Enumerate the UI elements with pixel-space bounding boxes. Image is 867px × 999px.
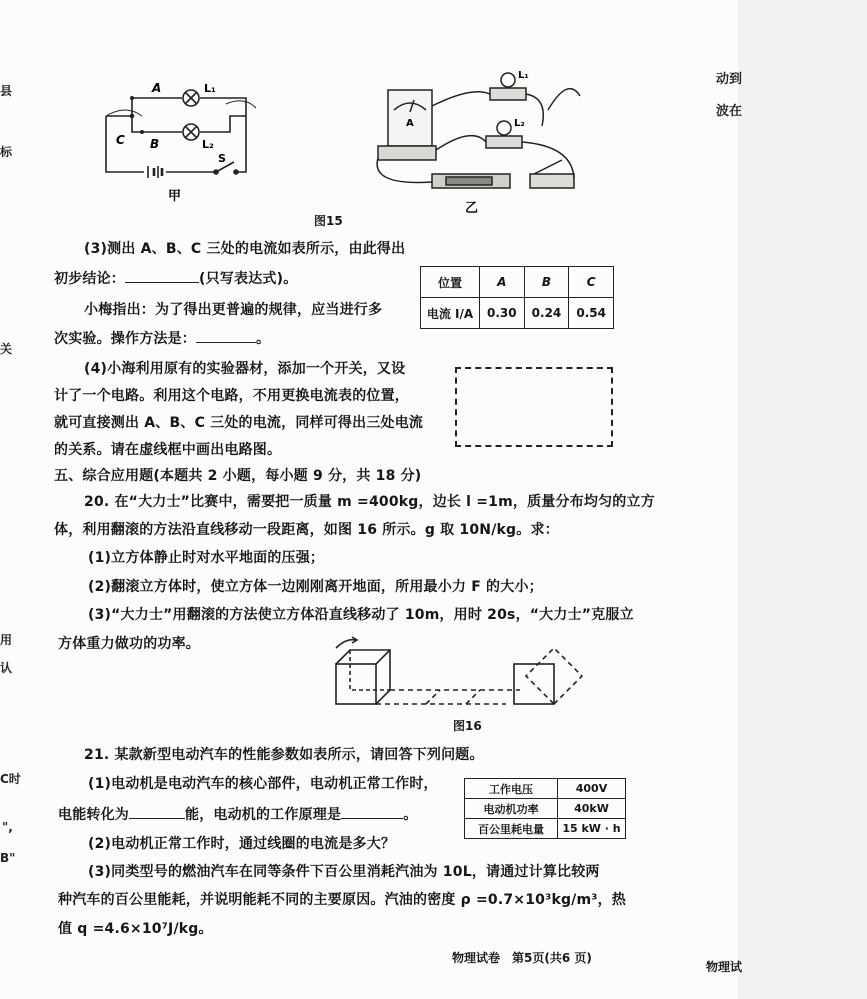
table-header-cell: A xyxy=(480,267,525,298)
q21-sub2: (2)电动机正常工作时，通过线圈的电流是多大？ xyxy=(88,836,396,852)
q20-sub3-line2: 方体重力做功的功率。 xyxy=(58,636,200,652)
q3-line1: (3)测出 A、B、C 三处的电流如表所示，由此得出 xyxy=(84,241,406,257)
margin-fragment: 动到 xyxy=(716,72,743,87)
q21-sub3-line3: 值 q =4.6×10⁷J/kg。 xyxy=(58,921,213,937)
q21-sub3-line2: 种汽车的百公里能耗，并说明能耗不同的主要原因。汽油的密度 ρ =0.7×10³kg/m³，热 xyxy=(58,892,627,908)
q21-sub1-line2: 电能转化为 能，电动机的工作原理是 。 xyxy=(58,804,417,824)
spec-label: 百公里耗电量 xyxy=(465,819,558,839)
spec-label: 工作电压 xyxy=(465,779,558,799)
figure15-caption: 图15 xyxy=(314,214,343,228)
figure15-jia-circuit xyxy=(96,76,266,206)
drawing-area-box xyxy=(455,367,613,447)
page-footer: 物理试卷 第5页(共6 页) xyxy=(452,951,592,965)
margin-fragment: 标 xyxy=(0,145,13,159)
margin-fragment: 波在 xyxy=(716,104,743,119)
q21-sub1-line1: (1)电动机是电动汽车的核心部件，电动机正常工作时， xyxy=(88,776,438,792)
q3-line3: 小梅指出：为了得出更普遍的规律，应当进行多 xyxy=(84,302,383,318)
adjacent-page-footer: 物理试 xyxy=(706,960,743,974)
answer-blank xyxy=(196,328,256,343)
margin-fragment: C时 xyxy=(0,772,21,786)
table-header-cell: B xyxy=(524,267,569,298)
q3-line2: 初步结论： (只写表达式)。 xyxy=(54,268,297,288)
spec-value: 400V xyxy=(558,779,626,799)
answer-blank xyxy=(341,804,403,819)
lamp-l2-label: L₂ xyxy=(514,118,525,129)
q4-line2: 计了一个电路。利用这个电路，不用更换电流表的位置， xyxy=(54,388,409,404)
lamp-l1-label: L₁ xyxy=(518,70,529,81)
lamp-l1-label: L₁ xyxy=(204,82,216,95)
answer-blank xyxy=(129,804,185,819)
point-c-label: C xyxy=(116,133,125,147)
q20-sub3-line1: (3)“大力士”用翻滚的方法使立方体沿直线移动了 10m，用时 20s，“大力士”克服立 xyxy=(88,607,634,623)
q4-line1: (4)小海利用原有的实验器材，添加一个开关，又设 xyxy=(84,361,406,377)
margin-fragment: 县 xyxy=(0,84,13,98)
table-header-cell: 位置 xyxy=(421,267,480,298)
spec-value: 15 kW · h xyxy=(558,819,626,839)
q4-line4: 的关系。请在虚线框中画出电路图。 xyxy=(54,442,282,458)
margin-fragment: B" xyxy=(0,851,16,865)
ev-spec-table xyxy=(464,778,626,839)
switch-label: S xyxy=(218,152,226,165)
q21-sub3-line1: (3)同类型号的燃油汽车在同等条件下百公里消耗汽油为 10L，请通过计算比较两 xyxy=(88,864,600,880)
figure16-caption: 图16 xyxy=(453,719,482,733)
margin-fragment: 关 xyxy=(0,342,13,356)
figure15-yi-label: 乙 xyxy=(465,201,479,216)
figure16-cube-rolling xyxy=(326,634,596,714)
spec-value: 40kW xyxy=(558,799,626,819)
margin-fragment: 用 xyxy=(0,633,13,647)
q3-line4: 次实验。操作方法是： 。 xyxy=(54,328,270,348)
q20-line1: 20. 在“大力士”比赛中，需要把一质量 m =400kg，边长 l =1m，质量分布均匀的立方 xyxy=(84,494,655,510)
answer-blank xyxy=(125,268,199,283)
point-b-label: B xyxy=(150,137,160,151)
current-table xyxy=(420,266,614,329)
table-row-label: 电流 I/A xyxy=(421,298,480,329)
q20-sub2: (2)翻滚立方体时，使立方体一边刚刚离开地面，所用最小力 F 的大小； xyxy=(88,579,543,595)
margin-fragment: ", xyxy=(2,820,13,834)
table-cell: 0.24 xyxy=(524,298,569,329)
ammeter-symbol: A xyxy=(406,118,414,129)
left-margin xyxy=(0,0,21,999)
q20-sub1: (1)立方体静止时对水平地面的压强； xyxy=(88,550,325,566)
q21-line1: 21. 某款新型电动汽车的性能参数如表所示，请回答下列问题。 xyxy=(84,747,484,763)
margin-fragment: 认 xyxy=(0,661,13,675)
lamp-l2-label: L₂ xyxy=(202,138,214,151)
figure15-yi-apparatus xyxy=(372,66,587,216)
table-cell: 0.30 xyxy=(480,298,525,329)
q20-line2: 体，利用翻滚的方法沿直线移动一段距离，如图 16 所示。g 取 10N/kg。求： xyxy=(54,522,559,538)
table-cell: 0.54 xyxy=(569,298,614,329)
q4-line3: 就可直接测出 A、B、C 三处的电流，同样可得出三处电流 xyxy=(54,415,424,431)
section-heading: 五、综合应用题(本题共 2 小题，每小题 9 分，共 18 分) xyxy=(54,468,422,484)
spec-label: 电动机功率 xyxy=(465,799,558,819)
figure15-jia-label: 甲 xyxy=(168,189,182,204)
point-a-label: A xyxy=(152,81,162,95)
table-header-cell: C xyxy=(569,267,614,298)
